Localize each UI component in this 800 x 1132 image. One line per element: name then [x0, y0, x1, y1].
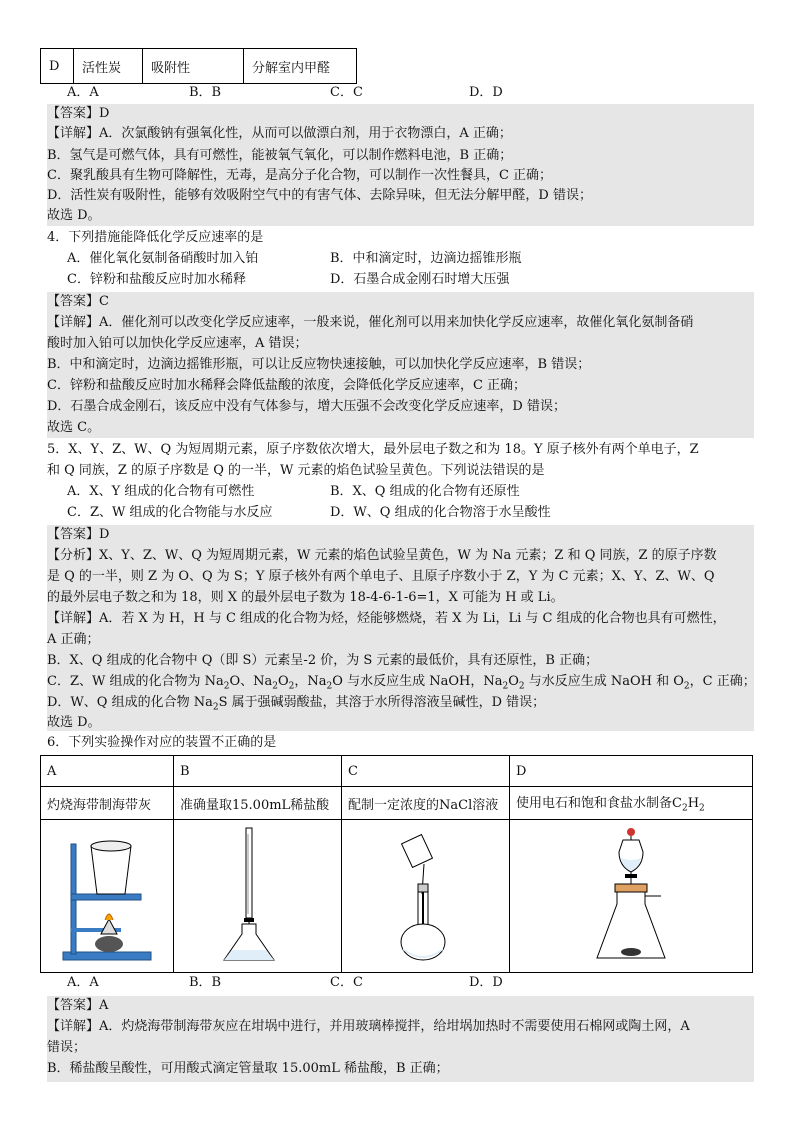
q3-detail-line: 故选 D。 [47, 208, 101, 223]
q6-detail-line: 错误； [47, 1040, 87, 1055]
row-letter: D [41, 49, 74, 84]
q5-analysis-line: 的最外层电子数之和为 18，则 X 的最外层电子数为 18-4-6-1-6=1，X 可能为 H 或 Li。 [47, 590, 564, 605]
q4-detail-line: D．石墨合成金刚石，该反应中没有气体参与，增大压强不会改变化学反应速率，D 错误； [47, 399, 566, 414]
q5-stem-line: 和 Q 同族，Z 的原子序数是 Q 的一半，W 元素的焰色试验呈黄色。下列说法错误的是 [47, 463, 545, 478]
crucible-stand-illustration [57, 824, 157, 964]
q5-detail-line-d: D．W、Q 组成的化合物 $Na_2S$ 属于强碱弱酸盐，其溶于水所得溶液呈碱性，D 错误； [47, 695, 546, 713]
q5-option-b: B．X、Q 组成的化合物有还原性 [330, 484, 520, 499]
row-substance: 活性炭 [74, 49, 143, 84]
q5-option-c: C．Z、W 组成的化合物能与水反应 [67, 505, 273, 520]
q5-analysis-line: 是 Q 的一半，则 Z 为 O、Q 为 S；Y 原子核外有两个单电子、且原子序数小于 Z，Y 为 C 元素；X、Y、Z、W、Q [47, 569, 715, 584]
q5-stem-line: 5．X、Y、Z、W、Q 为短周期元素，原子序数依次增大，最外层电子数之和为 18。Y 原子核外有两个单电子，Z [47, 442, 699, 457]
q6-op-b: 准确量取15.00mL稀盐酸 [174, 787, 342, 820]
q6-op-c: 配制一定浓度的NaCl溶液 [342, 787, 510, 820]
q6-option-d: D．D [469, 975, 503, 990]
q4-detail-line: C．锌粉和盐酸反应时加水稀释会降低盐酸的浓度，会降低化学反应速率，C 正确； [47, 378, 527, 393]
q5-detail-line: 【详解】A．若 X 为 H，H 与 C 组成的化合物为烃，烃能够燃烧，若 X 为 Li，Li 与 C 组成的化合物也具有可燃性， [47, 611, 726, 626]
q5-answer: 【答案】D [47, 527, 110, 542]
q3-option-c: C．C [330, 85, 363, 100]
q4-detail-line: 酸时加入铂可以加快化学反应速率，A 错误； [47, 336, 308, 351]
separatory-funnel-flask-illustration [581, 824, 681, 964]
q6-header-a: A [41, 756, 174, 787]
q6-option-c: C．C [330, 975, 363, 990]
q6-figure-b [174, 820, 342, 973]
q3-detail-line: C．聚乳酸具有生物可降解性，无毒，是高分子化合物，可以制作一次性餐具，C 正确； [47, 168, 553, 183]
q4-detail-line: B．中和滴定时，边滴边摇锥形瓶，可以让反应物快速接触，可以加快化学反应速率，B 错误； [47, 357, 591, 372]
q3-detail-line: B．氢气是可燃气体，具有可燃性，能被氧气氧化，可以制作燃料电池，B 正确； [47, 148, 513, 163]
q3-option-a: A．A [67, 85, 99, 100]
q6-op-d: 使用电石和饱和食盐水制备$C_2H_2$ [510, 787, 753, 820]
q5-option-d: D．W、Q 组成的化合物溶于水呈酸性 [330, 505, 551, 520]
q5-final: 故选 D。 [47, 715, 101, 730]
q3-detail-line: 【详解】A．次氯酸钠有强氧化性，从而可以做漂白剂，用于衣物漂白，A 正确； [47, 126, 512, 141]
q4-option-c: C．锌粉和盐酸反应时加水稀释 [67, 272, 246, 287]
q6-figure-a [41, 820, 174, 973]
q6-answer: 【答案】A [47, 998, 109, 1013]
q6-header-c: C [342, 756, 510, 787]
burette-flask-illustration [208, 824, 308, 964]
q3-option-b: B．B [189, 85, 222, 100]
q6-detail-line: B．稀盐酸呈酸性，可用酸式滴定管量取 15.00mL 稀盐酸，B 正确； [47, 1061, 449, 1076]
q6-option-a: A．A [67, 975, 99, 990]
q4-option-a: A．催化氧化氨制备硝酸时加入铂 [67, 251, 259, 266]
q4-option-d: D．石墨合成金刚石时增大压强 [330, 272, 510, 287]
q6-option-b: B．B [189, 975, 222, 990]
q3-answer: 【答案】D [47, 106, 110, 121]
q6-op-a: 灼烧海带制海带灰 [41, 787, 174, 820]
q6-header-d: D [510, 756, 753, 787]
q6-stem: 6．下列实验操作对应的装置不正确的是 [47, 735, 277, 750]
q6-detail-line: 【详解】A．灼烧海带制海带灰应在坩埚中进行，并用玻璃棒搅拌，给坩埚加热时不需要使用石棉网或陶土网，A [47, 1019, 690, 1034]
q4-detail-line: 故选 C。 [47, 420, 101, 435]
q3-detail-line: D．活性炭有吸附性，能够有效吸附空气中的有害气体、去除异味，但无法分解甲醛，D 错误； [47, 188, 592, 203]
q5-detail-line: B．X、Q 组成的化合物中 Q（即 S）元素呈-2 价，为 S 元素的最低价，具有还原性，B 正确； [47, 653, 599, 668]
q5-analysis-line: 【分析】X、Y、Z、W、Q 为短周期元素，W 元素的焰色试验呈黄色，W 为 Na 元素；Z 和 Q 同族，Z 的原子序数 [47, 548, 717, 563]
q6-header-b: B [174, 756, 342, 787]
q4-stem: 4．下列措施能降低化学反应速率的是 [47, 230, 264, 245]
q5-detail-line-c: C．Z、W 组成的化合物为 $Na_2O$、$Na_2O_2$，$Na_2O$ 与水反应生成 NaOH，$Na_2O_2$ 与水反应生成 NaOH 和 $O_2$，C 正确； [47, 674, 756, 692]
q4-answer: 【答案】C [47, 294, 109, 309]
q6-figure-d [510, 820, 753, 973]
q5-option-a: A．X、Y 组成的化合物有可燃性 [67, 484, 255, 499]
volumetric-flask-illustration [376, 824, 476, 964]
option-table-row-d [40, 48, 357, 84]
row-property: 吸附性 [143, 49, 244, 84]
q3-option-d: D．D [469, 85, 503, 100]
q6-apparatus-table [40, 755, 753, 973]
row-use: 分解室内甲醛 [244, 49, 357, 84]
q6-figure-c [342, 820, 510, 973]
q4-option-b: B．中和滴定时，边滴边摇锥形瓶 [330, 251, 522, 266]
q4-detail-line: 【详解】A．催化剂可以改变化学反应速率，一般来说，催化剂可以用来加快化学反应速率，故催化氧化氨制备硝 [47, 315, 694, 330]
q5-detail-line: A 正确； [47, 632, 100, 647]
